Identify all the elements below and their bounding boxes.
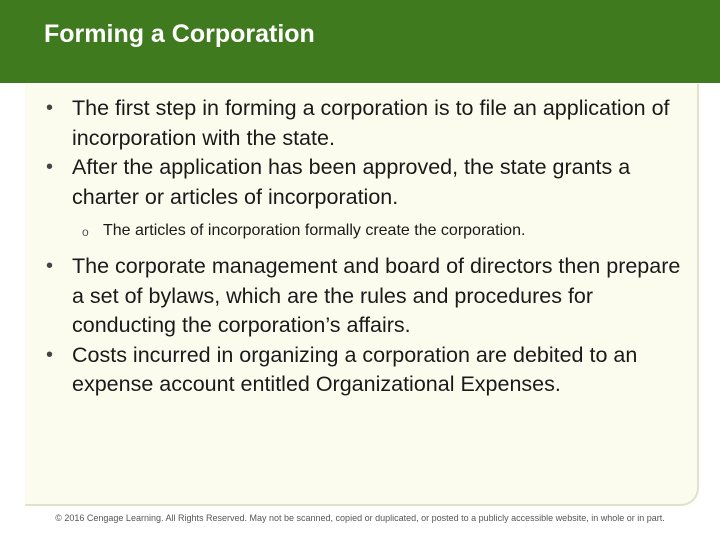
copyright-footer: © 2016 Cengage Learning. All Rights Reserved. May not be scanned, copied or duplicated, or posted to a publicly accessible website, in whole or in part. (55, 513, 665, 523)
bullet-icon: • (46, 156, 54, 178)
bullet-icon: • (46, 343, 54, 366)
bullet-item (46, 252, 686, 341)
bullet-text: The first step in forming a corporation is to file an application of incorporation with the state. (72, 96, 670, 150)
sub-bullet-text: The articles of incorporation formally create the corporation. (103, 222, 526, 239)
bullet-item (46, 341, 686, 400)
bullet-icon: • (46, 97, 54, 119)
sub-bullet-icon: o (82, 225, 89, 239)
slide-title: Forming a Corporation (44, 20, 315, 48)
bullet-list (46, 94, 686, 400)
bullet-text: Costs incurred in organizing a corporation are debited to an expense account entitled Organizational Expenses. (72, 342, 638, 396)
bullet-icon: • (46, 255, 54, 277)
sub-bullet-item (46, 220, 686, 242)
bullet-text: After the application has been approved, the state grants a charter or articles of incorporation. (72, 155, 631, 209)
bullet-item (46, 153, 686, 212)
bullet-text: The corporate management and board of directors then prepare a set of bylaws, which are the rules and procedures for conducting the corporation’s affairs. (72, 254, 681, 337)
slide-header (0, 0, 720, 83)
bullet-item (46, 94, 686, 153)
